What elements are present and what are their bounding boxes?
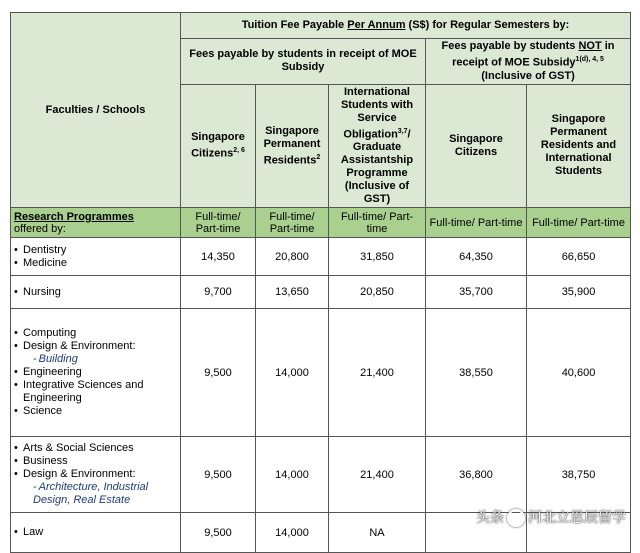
list-item: • Science <box>23 405 177 418</box>
table-row <box>11 238 631 276</box>
col3-label-b: / Graduate Assistantship Programme (Inclusive of GST) <box>340 128 414 206</box>
list-item: • Design & Environment: <box>23 340 177 353</box>
col3-sup: 3,7 <box>397 127 408 135</box>
col2-label: Singapore Permanent Residents <box>263 124 321 167</box>
no-subsidy-not: NOT <box>578 40 602 52</box>
fee-cell: 35,900 <box>527 276 631 309</box>
fee-cell: NA <box>329 513 426 553</box>
faculty-cell <box>11 238 181 276</box>
fee-cell: 14,350 <box>181 238 256 276</box>
fee-cell: 14,000 <box>256 309 329 437</box>
research-label <box>11 208 181 238</box>
fee-cell: 20,850 <box>329 276 426 309</box>
table-row <box>11 437 631 513</box>
top-header-underline: Per Annum <box>347 19 406 31</box>
top-header-pre: Tuition Fee Payable <box>241 19 348 31</box>
list-item: • Engineering <box>23 366 177 379</box>
no-subsidy-post: (Inclusive of GST) <box>481 69 575 82</box>
fee-cell: 9,700 <box>181 276 256 309</box>
mode-cell: Full-time/ Part-time <box>181 208 256 238</box>
dash-icon: - <box>33 353 37 366</box>
col3-label-a: International Students with Service Obligation <box>340 85 414 141</box>
fee-cell: 38,550 <box>426 309 527 437</box>
research-row <box>11 208 631 238</box>
fee-cell: 64,350 <box>426 238 527 276</box>
list-item: • Business <box>23 455 177 468</box>
watermark-right: 河北立思辰留学 <box>528 508 626 525</box>
top-header-post: (S$) for Regular Semesters by: <box>405 19 570 31</box>
fee-cell: 31,850 <box>329 238 426 276</box>
fee-cell: 40,600 <box>527 309 631 437</box>
table-row <box>11 309 631 437</box>
fee-cell: 21,400 <box>329 437 426 513</box>
faculties-header: Faculties / Schools <box>11 13 181 208</box>
top-header <box>181 13 631 39</box>
watermark <box>476 507 626 527</box>
list-item: • Dentistry <box>23 244 177 257</box>
tuition-fee-table <box>10 12 631 553</box>
fee-cell: 9,500 <box>181 513 256 553</box>
fee-cell: 9,500 <box>181 309 256 437</box>
fee-cell: 14,000 <box>256 513 329 553</box>
col-header-citizens <box>181 84 256 208</box>
dash-icon: - <box>33 481 37 494</box>
faculty-list <box>14 327 177 418</box>
faculty-cell <box>11 513 181 553</box>
no-subsidy-mid: in receipt of MOE Subsidy <box>452 40 615 69</box>
col1-sup: 2, 6 <box>233 147 245 155</box>
list-item: • Computing <box>23 327 177 340</box>
mode-cell: Full-time/ Part-time <box>426 208 527 238</box>
faculty-list <box>14 244 177 270</box>
list-item: • Medicine <box>23 257 177 270</box>
no-subsidy-pre: Fees payable by students <box>441 40 579 52</box>
table-row <box>11 276 631 309</box>
no-subsidy-header <box>426 39 631 85</box>
fee-cell: 35,700 <box>426 276 527 309</box>
col-header-citizens-nosub: Singapore Citizens <box>426 84 527 208</box>
col-header-pr-intl-nosub: Singapore Permanent Residents and International Students <box>527 84 631 208</box>
mode-cell: Full-time/ Part-time <box>527 208 631 238</box>
mode-cell: Full-time/ Part-time <box>329 208 426 238</box>
faculty-cell <box>11 309 181 437</box>
col2-sup: 2 <box>316 153 321 161</box>
mode-cell: Full-time/ Part-time <box>256 208 329 238</box>
col-header-international <box>329 84 426 208</box>
fee-cell: 36,800 <box>426 437 527 513</box>
watermark-left: 头条 <box>476 508 504 525</box>
subsidy-header: Fees payable by students in receipt of MOE Subsidy <box>181 39 426 85</box>
faculty-subitem-label: Building <box>38 353 78 366</box>
list-item: • Integrative Sciences and Engineering <box>23 379 177 405</box>
faculty-cell <box>11 437 181 513</box>
list-item: • Arts & Social Sciences <box>23 442 177 455</box>
fee-cell: 20,800 <box>256 238 329 276</box>
faculty-list <box>14 286 177 299</box>
research-title: Research Programmes <box>14 210 134 223</box>
list-item: • Nursing <box>23 286 177 299</box>
faculty-cell <box>11 276 181 309</box>
faculty-subitem <box>23 481 177 507</box>
fee-cell: 14,000 <box>256 437 329 513</box>
fee-cell: 21,400 <box>329 309 426 437</box>
faculty-list <box>14 526 177 539</box>
fee-cell: 66,650 <box>527 238 631 276</box>
watermark-logo-icon <box>507 509 525 527</box>
faculty-list <box>14 442 177 507</box>
fee-cell: 13,650 <box>256 276 329 309</box>
research-offered: offered by: <box>14 222 66 235</box>
fee-cell: 9,500 <box>181 437 256 513</box>
list-item: • Law <box>23 526 177 539</box>
faculty-subitem-label: Architecture, Industrial Design, Real Estate <box>33 481 149 507</box>
col1-label: Singapore Citizens <box>191 131 245 160</box>
col-header-pr <box>256 84 329 208</box>
faculty-subitem <box>23 353 177 366</box>
no-subsidy-sup: 1(d), 4, 5 <box>575 56 604 63</box>
fee-cell: 38,750 <box>527 437 631 513</box>
list-item: • Design & Environment: <box>23 468 177 481</box>
